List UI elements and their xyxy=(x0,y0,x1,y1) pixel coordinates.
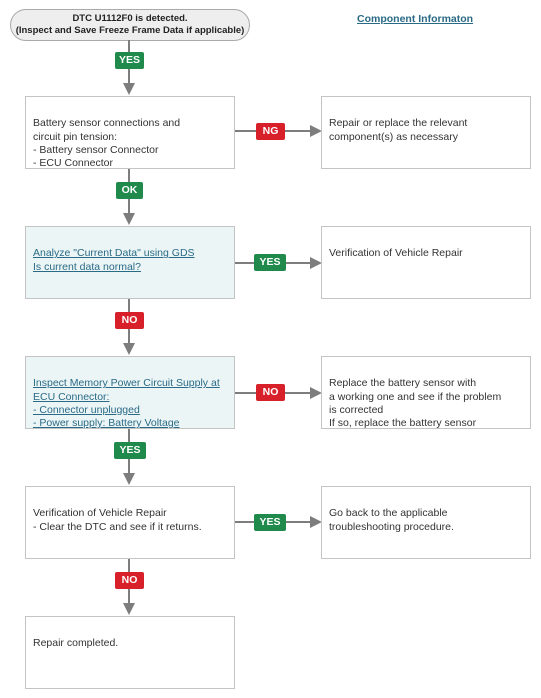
arrow-down-icon xyxy=(123,603,135,615)
start-node xyxy=(10,9,250,41)
result1-text: Repair or replace the relevant component(s) as necessary xyxy=(329,117,468,143)
ok-badge: OK xyxy=(116,182,143,199)
step-repair-completed xyxy=(25,616,235,689)
step-inspect-memory-power xyxy=(25,356,235,429)
step-verification-of-repair xyxy=(25,486,235,559)
ng-badge: NG xyxy=(256,123,285,140)
arrow-down-icon xyxy=(123,213,135,225)
no-badge: NO xyxy=(115,572,144,589)
result-go-back xyxy=(321,486,531,559)
result3-text: Replace the battery sensor with a working one and see if the problem is corrected If so, replace the battery sensor xyxy=(329,377,502,430)
result-repair-or-replace xyxy=(321,96,531,169)
step1-text: Battery sensor connections and circuit pin tension: - Battery sensor Connector - ECU Connector xyxy=(33,117,181,170)
step4-text: Verification of Vehicle Repair - Clear the DTC and see if it returns. xyxy=(33,507,202,533)
step-battery-sensor-connections xyxy=(25,96,235,169)
arrow-down-icon xyxy=(123,343,135,355)
result4-text: Go back to the applicable troubleshooting procedure. xyxy=(329,507,454,533)
step3-link[interactable]: Inspect Memory Power Circuit Supply at ECU Connector: - Connector unplugged - Power supply: Battery Voltage xyxy=(33,377,220,430)
result-verification xyxy=(321,226,531,299)
step5-text: Repair completed. xyxy=(33,637,119,650)
no-badge: NO xyxy=(256,384,285,401)
result-replace-battery-sensor xyxy=(321,356,531,429)
arrow-down-icon xyxy=(123,473,135,485)
start-line-2: (Inspect and Save Freeze Frame Data if applicable) xyxy=(15,25,245,36)
no-badge: NO xyxy=(115,312,144,329)
result2-text: Verification of Vehicle Repair xyxy=(329,247,463,260)
yes-badge: YES xyxy=(254,254,286,271)
yes-badge: YES xyxy=(114,442,146,459)
component-information-link[interactable]: Component Informaton xyxy=(357,13,474,25)
yes-badge: YES xyxy=(254,514,286,531)
yes-badge: YES xyxy=(115,52,144,69)
step2-link[interactable]: Analyze "Current Data" using GDS Is current data normal? xyxy=(33,247,195,273)
start-line-1: DTC U1112F0 is detected. xyxy=(72,13,188,24)
arrow-down-icon xyxy=(123,83,135,95)
step-analyze-current-data xyxy=(25,226,235,299)
